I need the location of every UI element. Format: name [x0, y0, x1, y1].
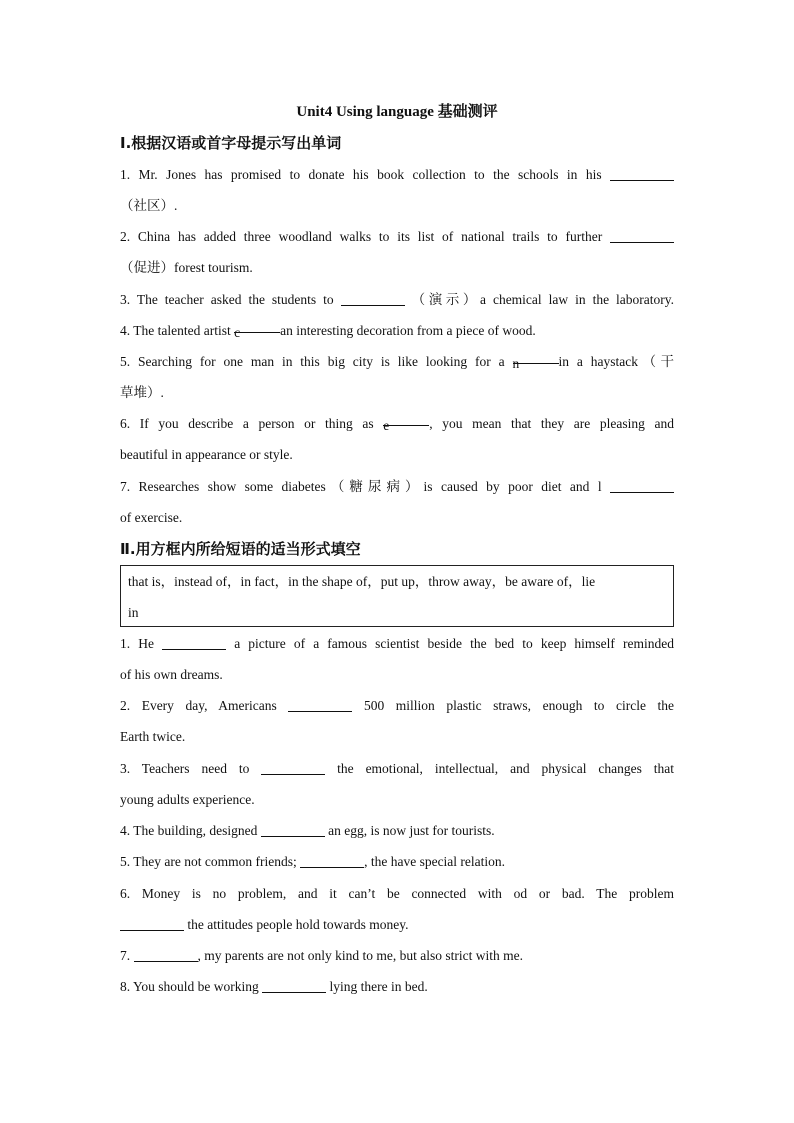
section-2-heading: Ⅱ.用方框内所给短语的适当形式填空: [120, 540, 361, 558]
s1-question-6: 6. If you describe a person or thing as e , you mean that they are pleasing and beautiful in appearance or style.: [120, 408, 674, 470]
phrase-list: that is，instead of，in fact，in the shape of，put up，throw away，be aware of，lie: [128, 574, 596, 589]
s2-question-7: 7. , my parents are not only kind to me, but also strict with me.: [120, 948, 523, 963]
s2-question-2: 2. Every day, Americans 500 million plastic straws, enough to circle the Earth twice.: [120, 698, 674, 744]
page-title: Unit4 Using language 基础测评: [296, 104, 498, 120]
s1-question-3: 3. The teacher asked the students to （演示）a chemical law in the laboratory.: [120, 292, 675, 307]
phrase-list-cont: in: [128, 605, 139, 620]
s2-question-8: 8. You should be working lying there in bed.: [120, 979, 428, 994]
s1-question-7: 7. Researches show some diabetes（糖尿病）is caused by poor diet and l of exercise.: [120, 471, 674, 533]
answer-blank[interactable]: [610, 477, 674, 493]
answer-blank[interactable]: [288, 696, 352, 712]
answer-blank[interactable]: [120, 915, 184, 931]
answer-blank[interactable]: n: [513, 348, 559, 364]
answer-blank[interactable]: e: [383, 410, 429, 426]
answer-blank[interactable]: [134, 946, 198, 962]
answer-blank[interactable]: [261, 759, 325, 775]
answer-blank[interactable]: c: [234, 317, 280, 333]
answer-blank[interactable]: [341, 290, 405, 306]
s2-question-6: 6. Money is no problem, and it can’t be connected with od or bad. The problem the attitudes people hold towards money.: [120, 886, 674, 932]
s1-question-5: 5. Searching for one man in this big city is like looking for a n in a haystack（干 草堆）.: [120, 346, 674, 408]
answer-blank[interactable]: [262, 977, 326, 993]
answer-blank[interactable]: [610, 227, 674, 243]
s1-question-4: 4. The talented artist c an interesting decoration from a piece of wood.: [120, 315, 674, 346]
phrase-box: [120, 565, 674, 627]
answer-blank[interactable]: [610, 165, 674, 181]
answer-blank[interactable]: [162, 634, 226, 650]
s1-question-1: 1. Mr. Jones has promised to donate his book collection to the schools in his （社区）.: [120, 159, 674, 221]
s2-question-5: 5. They are not common friends; , the have special relation.: [120, 854, 506, 869]
s1-question-2: 2. China has added three woodland walks to its list of national trails to further （促进）forest tourism.: [120, 221, 674, 283]
s2-question-1: 1. He a picture of a famous scientist beside the bed to keep himself reminded of his own dreams.: [120, 636, 675, 682]
answer-blank[interactable]: [300, 852, 364, 868]
s2-question-3: 3. Teachers need to the emotional, intellectual, and physical changes that young adults experience.: [120, 761, 675, 807]
answer-blank[interactable]: [261, 821, 325, 837]
section-1-heading: Ⅰ.根据汉语或首字母提示写出单词: [120, 134, 342, 152]
s2-question-4: 4. The building, designed an egg, is now just for tourists.: [120, 823, 495, 838]
